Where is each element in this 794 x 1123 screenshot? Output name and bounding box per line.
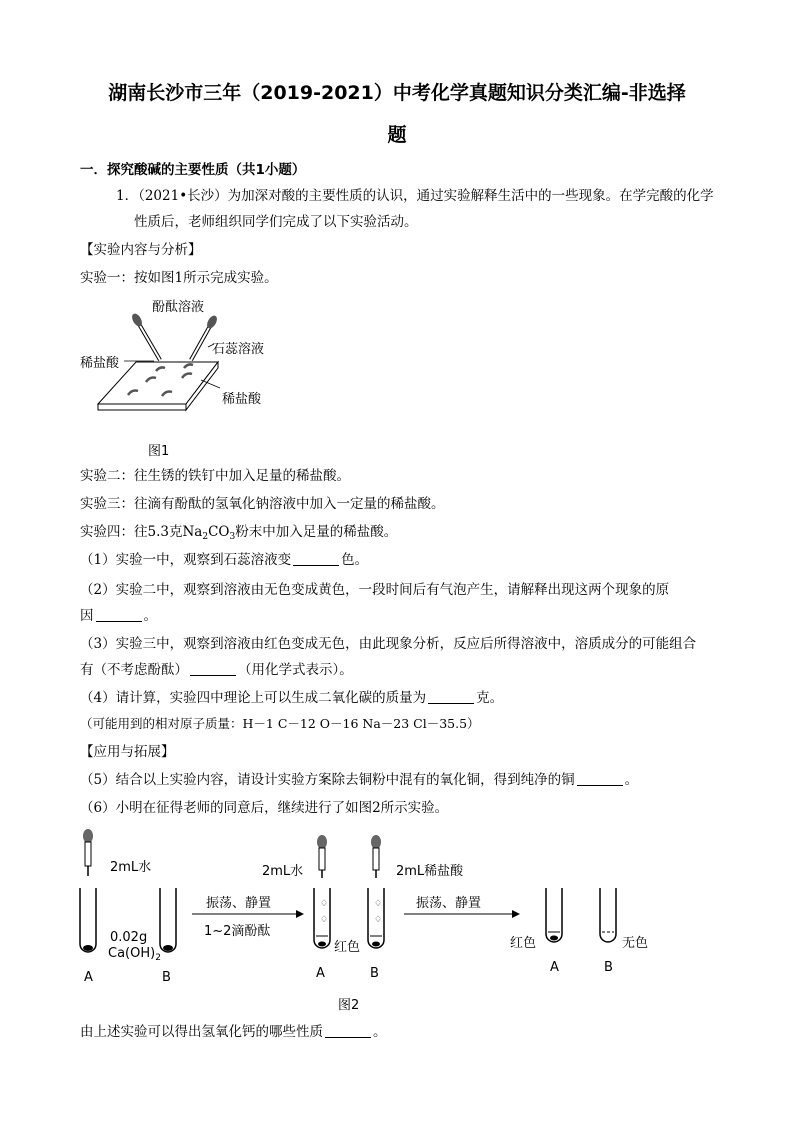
answer-blank-3[interactable] <box>190 661 236 676</box>
svg-text:♢: ♢ <box>320 914 329 924</box>
question-3-text: 有（不考虑酚酞） <box>80 662 188 678</box>
page-title: 湖南长沙市三年（2019-2021）中考化学真题知识分类汇编-非选择 <box>108 82 686 104</box>
label-colorless: 无色 <box>622 936 649 951</box>
question-1-text: （1）实验一中，观察到石蕊溶液变 <box>80 552 292 568</box>
question-1-suffix: 色。 <box>341 552 369 568</box>
label-phenolphthalein: 酚酞溶液 <box>152 300 205 315</box>
svg-text:♢: ♢ <box>374 898 383 908</box>
answer-blank-4[interactable] <box>428 689 474 704</box>
section-heading: 一．探究酸碱的主要性质（共1小题） <box>80 162 306 178</box>
label-red-1: 红色 <box>334 940 361 955</box>
label-caoh2-text: Ca(OH) <box>108 946 156 961</box>
tube-label-a-stage1: A <box>84 970 93 985</box>
label-hcl-right: 稀盐酸 <box>222 392 262 407</box>
question-1 <box>80 550 368 570</box>
heading-analysis: 【实验内容与分析】 <box>80 242 202 258</box>
question-3-suffix: （用化学式表示）。 <box>238 662 353 678</box>
experiment-3: 实验三：往滴有酚酞的氢氧化钠溶液中加入一定量的稀盐酸。 <box>80 496 445 512</box>
final-question <box>80 1022 387 1042</box>
question-lead: 1．（2021•长沙）为加深对酸的主要性质的认识，通过实验解释生活中的一些现象。在学完酸的化学 <box>116 188 714 204</box>
question-6: （6）小明在征得老师的同意后，继续进行了如图2所示实验。 <box>80 800 449 816</box>
label-caoh2 <box>108 946 161 963</box>
dropper-stage2-b <box>371 835 381 878</box>
svg-text:♢: ♢ <box>320 898 329 908</box>
tube-label-a-stage3: A <box>550 960 559 975</box>
label-step2: 振荡、静置 <box>416 896 482 911</box>
label-step1: 振荡、静置 <box>206 896 272 911</box>
tube-a-stage3 <box>546 888 562 942</box>
final-question-suffix: 。 <box>373 1024 387 1040</box>
tube-b-stage3 <box>600 888 616 942</box>
question-4-suffix: 克。 <box>476 690 504 706</box>
label-water-2: 2mL水 <box>262 864 304 879</box>
question-3: （3）实验三中，观察到溶液由红色变成无色，由此现象分析，反应后所得溶液中，溶质成分的可能组合 <box>80 636 697 652</box>
question-4-text: （4）请计算，实验四中理论上可以生成二氧化碳的质量为 <box>80 690 427 706</box>
tube-label-b-stage1: B <box>162 970 171 985</box>
figure-2-caption: 图2 <box>338 998 360 1013</box>
tube-label-b-stage2: B <box>370 966 379 981</box>
question-2: （2）实验二中，观察到溶液由无色变成黄色，一段时间后有气泡产生，请解释出现这两个现象的原 <box>80 582 670 598</box>
question-lead-continued: 性质后，老师组织同学们完成了以下实验活动。 <box>134 214 418 230</box>
experiment-4-part: CO <box>208 524 230 540</box>
experiment-4-part: 粉末中加入足量的稀盐酸。 <box>235 524 398 540</box>
dropper-stage1 <box>83 829 93 876</box>
dropper-stage2-a <box>317 835 327 878</box>
svg-text:♢: ♢ <box>374 914 383 924</box>
label-litmus: 石蕊溶液 <box>212 342 265 357</box>
question-3-continued <box>80 660 353 680</box>
heading-extension: 【应用与拓展】 <box>80 744 175 760</box>
figure-1 <box>76 292 296 462</box>
tube-label-a-stage2: A <box>316 966 325 981</box>
answer-blank-1[interactable] <box>293 551 339 566</box>
tube-a-stage1 <box>80 888 96 952</box>
experiment-1: 实验一：按如图1所示完成实验。 <box>80 270 278 286</box>
question-2-text: 因 <box>80 608 94 624</box>
answer-blank-2[interactable] <box>96 607 142 622</box>
page-title-continued: 题 <box>387 124 407 146</box>
answer-blank-5[interactable] <box>577 771 623 786</box>
dropper-left <box>130 312 160 360</box>
question-4 <box>80 688 503 708</box>
question-5-suffix: 。 <box>624 772 639 788</box>
label-mass: 0.02g <box>110 930 148 945</box>
label-hcl-left: 稀盐酸 <box>80 356 120 371</box>
label-red-2: 红色 <box>510 936 537 951</box>
label-phenolphthalein-drops: 1~2滴酚酞 <box>204 924 271 939</box>
figure-1-caption: 图1 <box>148 444 170 459</box>
spot-plate-front <box>98 404 186 410</box>
experiment-4 <box>80 522 397 547</box>
subscript: 2 <box>202 532 209 542</box>
experiment-2: 实验二：往生锈的铁钉中加入足量的稀盐酸。 <box>80 468 350 484</box>
question-2-continued <box>80 606 157 626</box>
answer-blank-final[interactable] <box>325 1023 371 1038</box>
label-water-1: 2mL水 <box>110 860 152 875</box>
figure-2 <box>70 822 670 1022</box>
subscript: 3 <box>229 532 236 542</box>
atomic-mass-note: （可能用到的相对原子质量：H－1 C－12 O－16 Na－23 Cl－35.5） <box>80 716 480 731</box>
question-5-text: （5）结合以上实验内容，请设计实验方案除去铜粉中混有的氧化铜，得到纯净的铜 <box>80 772 575 788</box>
tube-b-stage1 <box>160 888 176 952</box>
experiment-4-part: 实验四：往5.3克Na <box>80 524 203 540</box>
question-2-suffix: 。 <box>143 608 157 624</box>
final-question-text: 由上述实验可以得出氢氧化钙的哪些性质 <box>80 1024 323 1040</box>
subscript: 2 <box>155 953 161 963</box>
label-hcl: 2mL稀盐酸 <box>396 864 464 879</box>
tube-label-b-stage3: B <box>604 960 613 975</box>
question-5 <box>80 770 638 790</box>
